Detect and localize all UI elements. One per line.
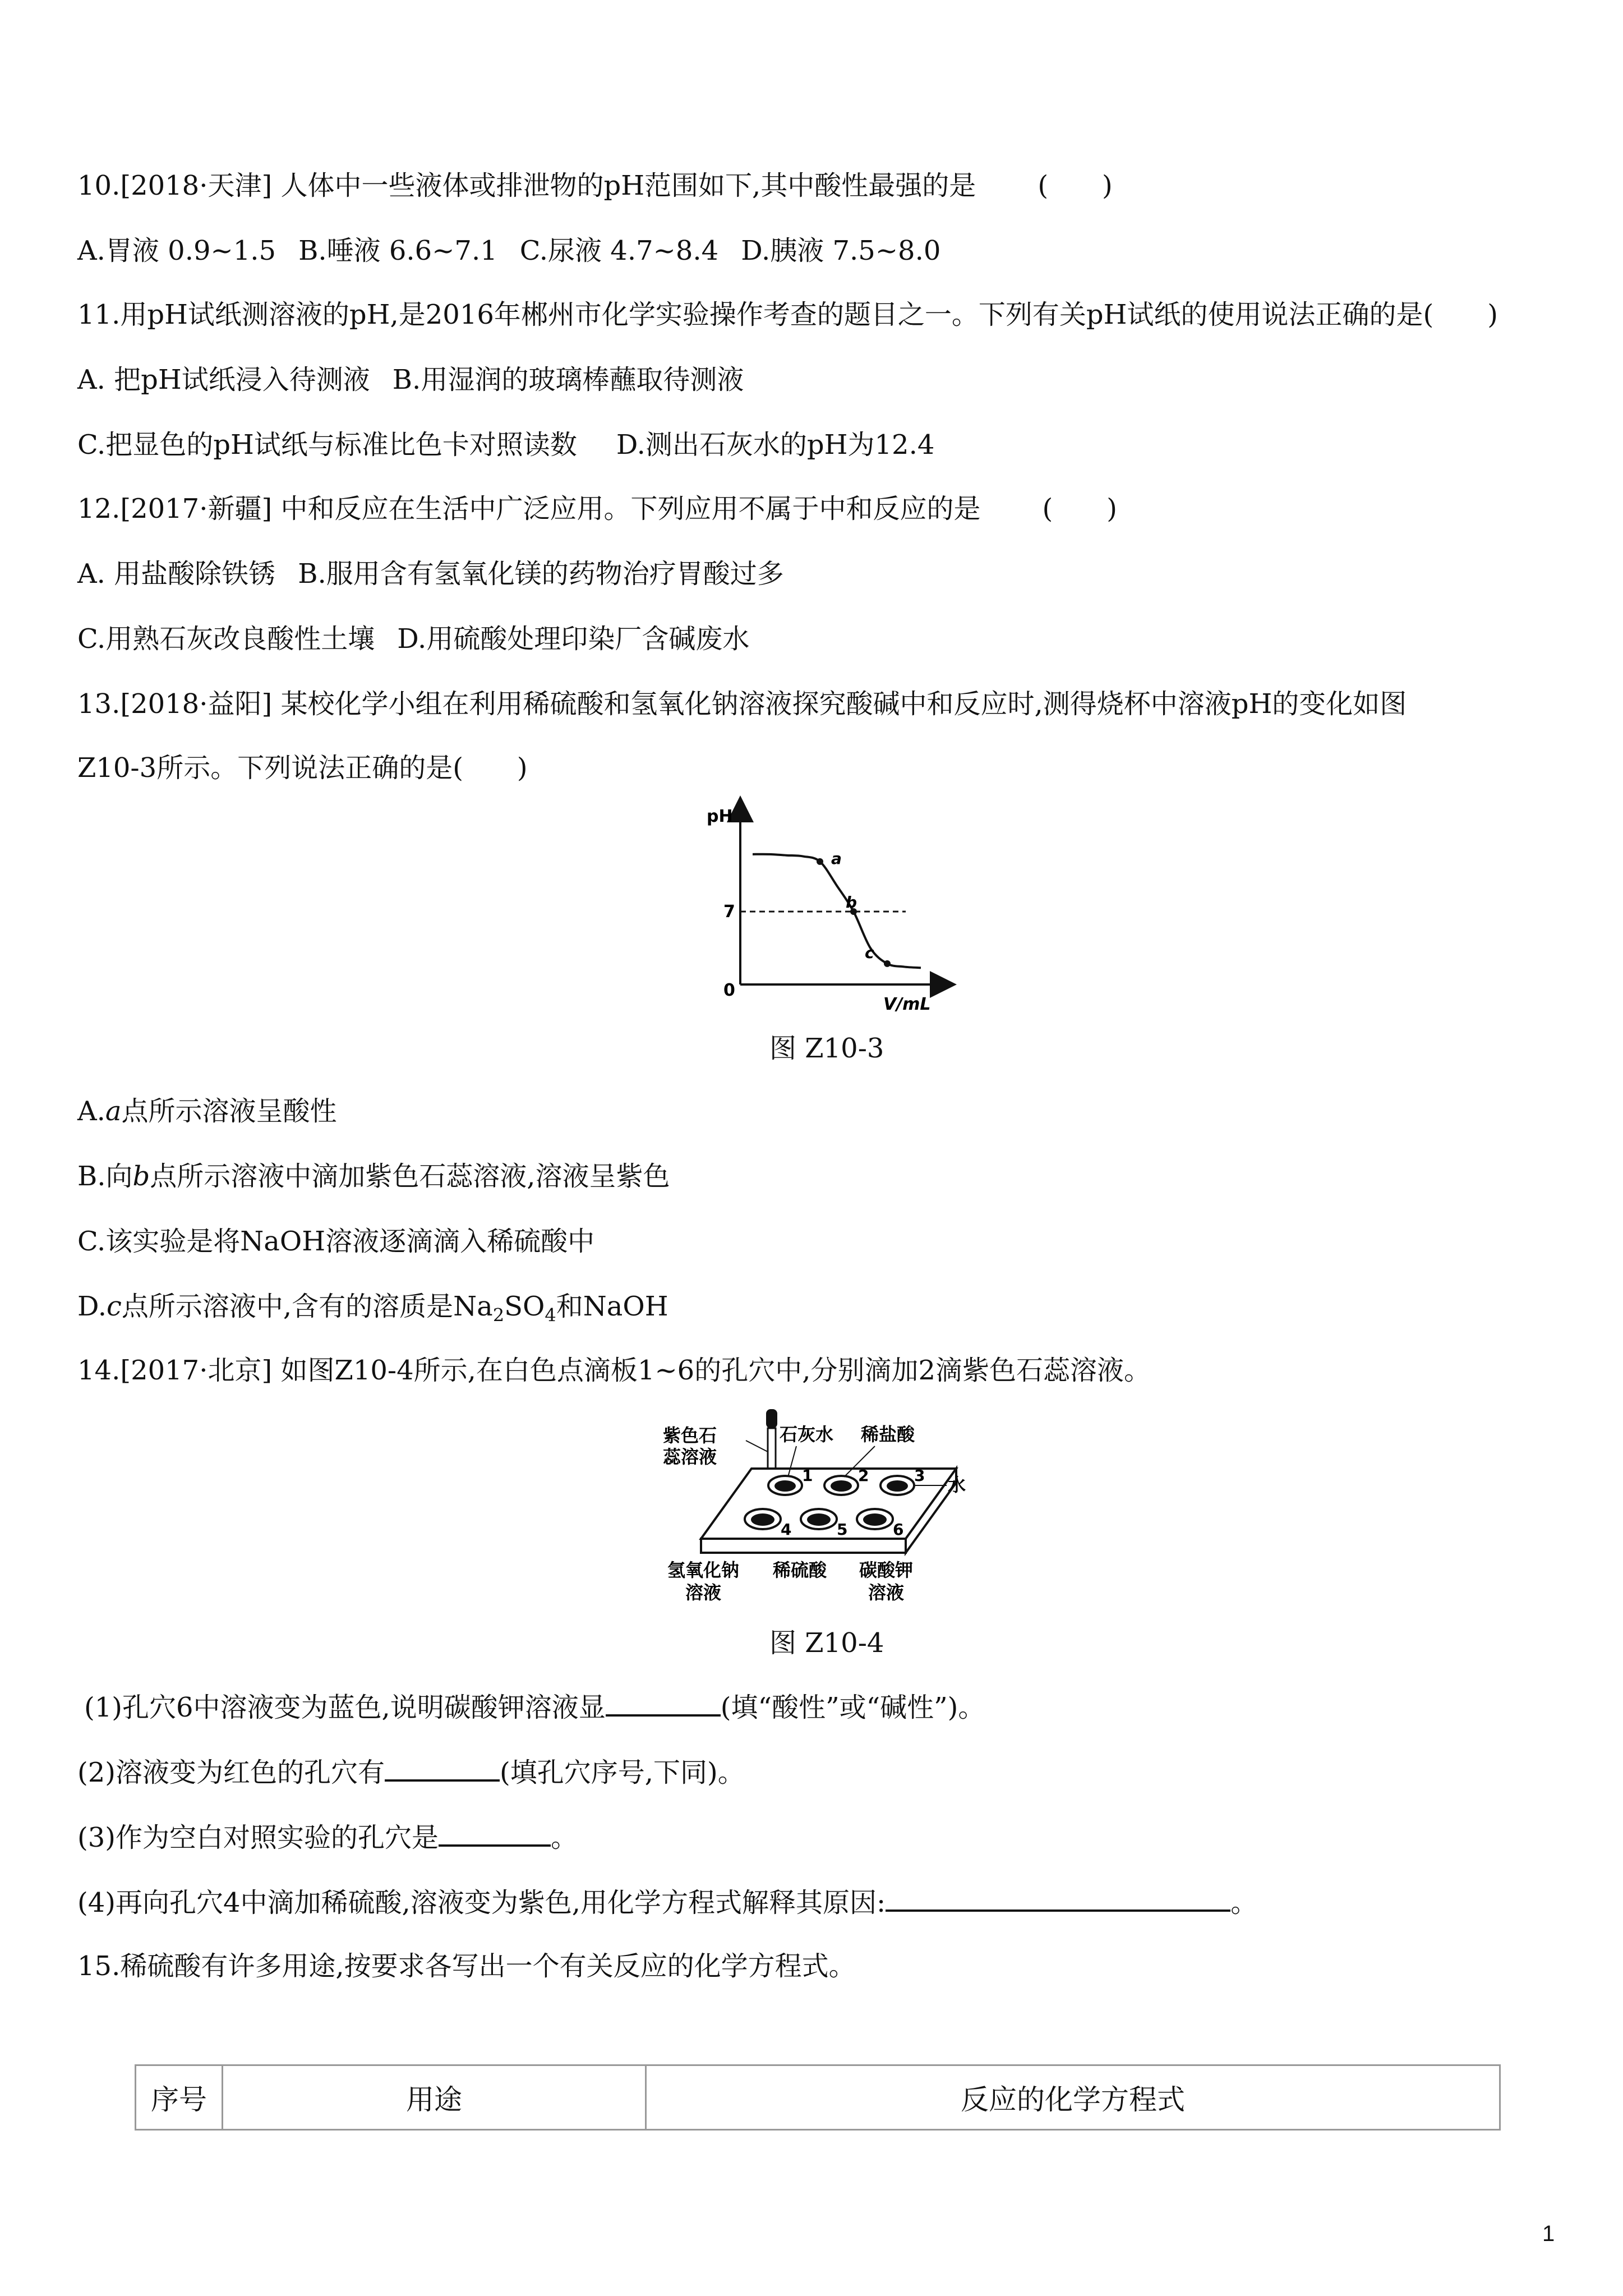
q14-sub4-answer-blank[interactable] [886,1884,1230,1912]
well-4-liquid [751,1513,774,1526]
q14-sub2-text: (2)溶液变为红色的孔穴有 [77,1757,385,1788]
dropper-bulb [766,1409,777,1428]
q10-option-c: C.尿液 4.7~8.4 [519,235,719,266]
q11-option-b: B.用湿润的玻璃棒蘸取待测液 [392,364,744,395]
label-k2co3-line2: 溶液 [868,1582,905,1603]
label-water: 水 [948,1474,966,1496]
label-naoh-line2: 溶液 [685,1582,722,1603]
q11-option-a: A. 把pH试纸浸入待测液 [77,364,370,395]
well-3-liquid [887,1480,908,1492]
table-header-index: 序号 [136,2066,223,2129]
q14-sub1-text: (1)孔穴6中溶液变为蓝色,说明碳酸钾溶液显 [84,1692,606,1723]
q15-stem: 15.稀硫酸有许多用途,按要求各写出一个有关反应的化学方程式。 [77,1950,856,1982]
well-1-number: 1 [802,1466,813,1485]
point-a-label: a [831,849,842,868]
q11-option-c: C.把显色的pH试纸与标准比色卡对照读数 [77,429,577,461]
table-header-equation: 反应的化学方程式 [961,2083,1185,2116]
q12-option-b: B.服用含有氢氧化镁的药物治疗胃酸过多 [298,558,784,590]
q14-sub3-end: 。 [551,1822,578,1853]
q10-options [77,233,940,268]
label-litmus-line2: 蕊溶液 [663,1446,717,1467]
label-naoh-line1: 氢氧化钠 [667,1559,740,1581]
q10-stem: 10.[2018·天津] 人体中一些液体或排泄物的pH范围如下,其中酸性最强的是 [77,170,976,201]
q14-stem: 14.[2017·北京] 如图Z10-4所示,在白色点滴板1~6的孔穴中,分别滴加2滴紫色石蕊溶液。 [77,1355,1151,1386]
well-6-liquid [863,1513,887,1526]
well-2-number: 2 [858,1466,869,1485]
q12-stem: 12.[2017·新疆] 中和反应在生活中广泛应用。下列应用不属于中和反应的是 [77,493,981,524]
q13-option-d-so: SO [504,1291,545,1322]
well-1-liquid [774,1480,796,1492]
well-5-number: 5 [837,1520,848,1539]
q11-options-row2 [77,427,934,462]
q14-sub4-text: (4)再向孔穴4中滴加稀硫酸,溶液变为紫色,用化学方程式解释其原因: [77,1887,886,1918]
q15-table [135,2064,1501,2131]
q13-option-d [77,1289,668,1333]
q10-answer-bracket: ( ) [1038,170,1113,201]
q12-option-d: D.用硫酸处理印染厂含碱废水 [397,623,750,655]
well-3-number: 3 [914,1466,925,1485]
ph-titration-chart [707,802,970,1015]
q14-sub1-hint: (填“酸性”或“碱性”)。 [720,1692,985,1723]
q13-option-b-prefix: B.向 [77,1161,133,1192]
well-5-liquid [807,1513,831,1526]
q12-options-row2 [77,622,749,656]
q14-sub2-answer-blank[interactable] [385,1754,500,1782]
q11-option-d: D.测出石灰水的pH为12.4 [616,429,935,461]
origin-label: 0 [723,981,735,1000]
label-limewater: 石灰水 [780,1424,834,1445]
q14-sub2 [77,1754,745,1790]
well-6-number: 6 [893,1520,904,1539]
q13-option-c: C.该实验是将NaOH溶液逐滴滴入稀硫酸中 [77,1226,595,1257]
label-k2co3-line1: 碳酸钾 [859,1559,914,1581]
q13-option-d-prefix: D. [77,1291,107,1322]
q10-option-a: A.胃液 0.9~1.5 [77,235,276,266]
label-litmus-line1: 紫色石 [663,1425,717,1446]
q13-option-a [77,1094,337,1129]
y-axis-label: pH [707,807,733,826]
label-h2so4: 稀硫酸 [773,1559,827,1581]
q12-options-row1 [77,556,784,591]
q12-answer-bracket: ( ) [1042,493,1117,524]
x-axis-label-text: V/mL [883,995,931,1014]
q10-option-d: D.胰液 7.5~8.0 [741,235,941,266]
q11-stem: 11.用pH试纸测溶液的pH,是2016年郴州市化学实验操作考查的题目之一。下列有关pH试纸的使用说法正确的是( ) [77,299,1498,330]
q13-stem-line2: Z10-3所示。下列说法正确的是( ) [77,752,528,784]
q13-option-d-text: 点所示溶液中,含有的溶质是Na [121,1291,493,1322]
q14-sub4-end: 。 [1230,1887,1258,1918]
q14-sub2-hint: (填孔穴序号,下同)。 [500,1757,745,1788]
q13-option-a-text: 点所示溶液呈酸性 [121,1096,337,1127]
litmus-pointer [746,1441,768,1452]
q13-option-b [77,1159,670,1194]
q14-sub1-answer-blank[interactable] [606,1688,721,1717]
q11-options-row1 [77,362,744,397]
point-a [817,858,823,865]
x-axis-label [883,995,931,1014]
q12-option-a: A. 用盐酸除铁锈 [77,558,276,590]
q13-option-b-var: b [132,1161,150,1192]
label-hcl: 稀盐酸 [861,1424,915,1445]
ph7-tick-label: 7 [723,902,735,922]
well-4-number: 4 [781,1520,792,1539]
q10-option-b: B.唾液 6.6~7.1 [298,235,497,266]
q12-option-c: C.用熟石灰改良酸性土壤 [77,623,375,655]
q14-sub3-answer-blank[interactable] [439,1819,551,1847]
point-c-label: c [865,944,874,962]
fig-z10-3-caption: 图 Z10-3 [769,1033,884,1064]
q13-option-d-sub1: 2 [492,1304,505,1326]
q14-sub3-text: (3)作为空白对照实验的孔穴是 [77,1822,439,1853]
q13-option-d-suffix: 和NaOH [556,1291,668,1322]
q13-option-a-prefix: A. [77,1096,105,1127]
q10-stem-line [77,168,1113,203]
page-number: 1 [1542,2221,1555,2246]
q13-option-d-var: c [107,1291,122,1322]
q13-option-a-var: a [105,1096,122,1127]
q14-sub4 [77,1884,1257,1920]
q13-option-d-sub2: 4 [545,1304,556,1326]
table-header-use: 用途 [223,2066,647,2129]
fig-z10-4-caption: 图 Z10-4 [769,1627,884,1659]
point-c [884,960,891,967]
q14-sub1 [84,1688,985,1725]
q13-stem-line1: 13.[2018·益阳] 某校化学小组在利用稀硫酸和氢氧化钠溶液探究酸碱中和反应时,测得烧杯中溶液pH的变化如图 [77,688,1407,720]
q12-stem-line [77,491,1117,526]
q14-sub3 [77,1819,578,1855]
spot-plate-figure [651,1407,998,1614]
well-2-liquid [831,1480,852,1492]
spot-plate-front [701,1539,906,1553]
point-b-label: b [846,893,857,912]
q13-option-b-text: 点所示溶液中滴加紫色石蕊溶液,溶液呈紫色 [150,1161,670,1192]
